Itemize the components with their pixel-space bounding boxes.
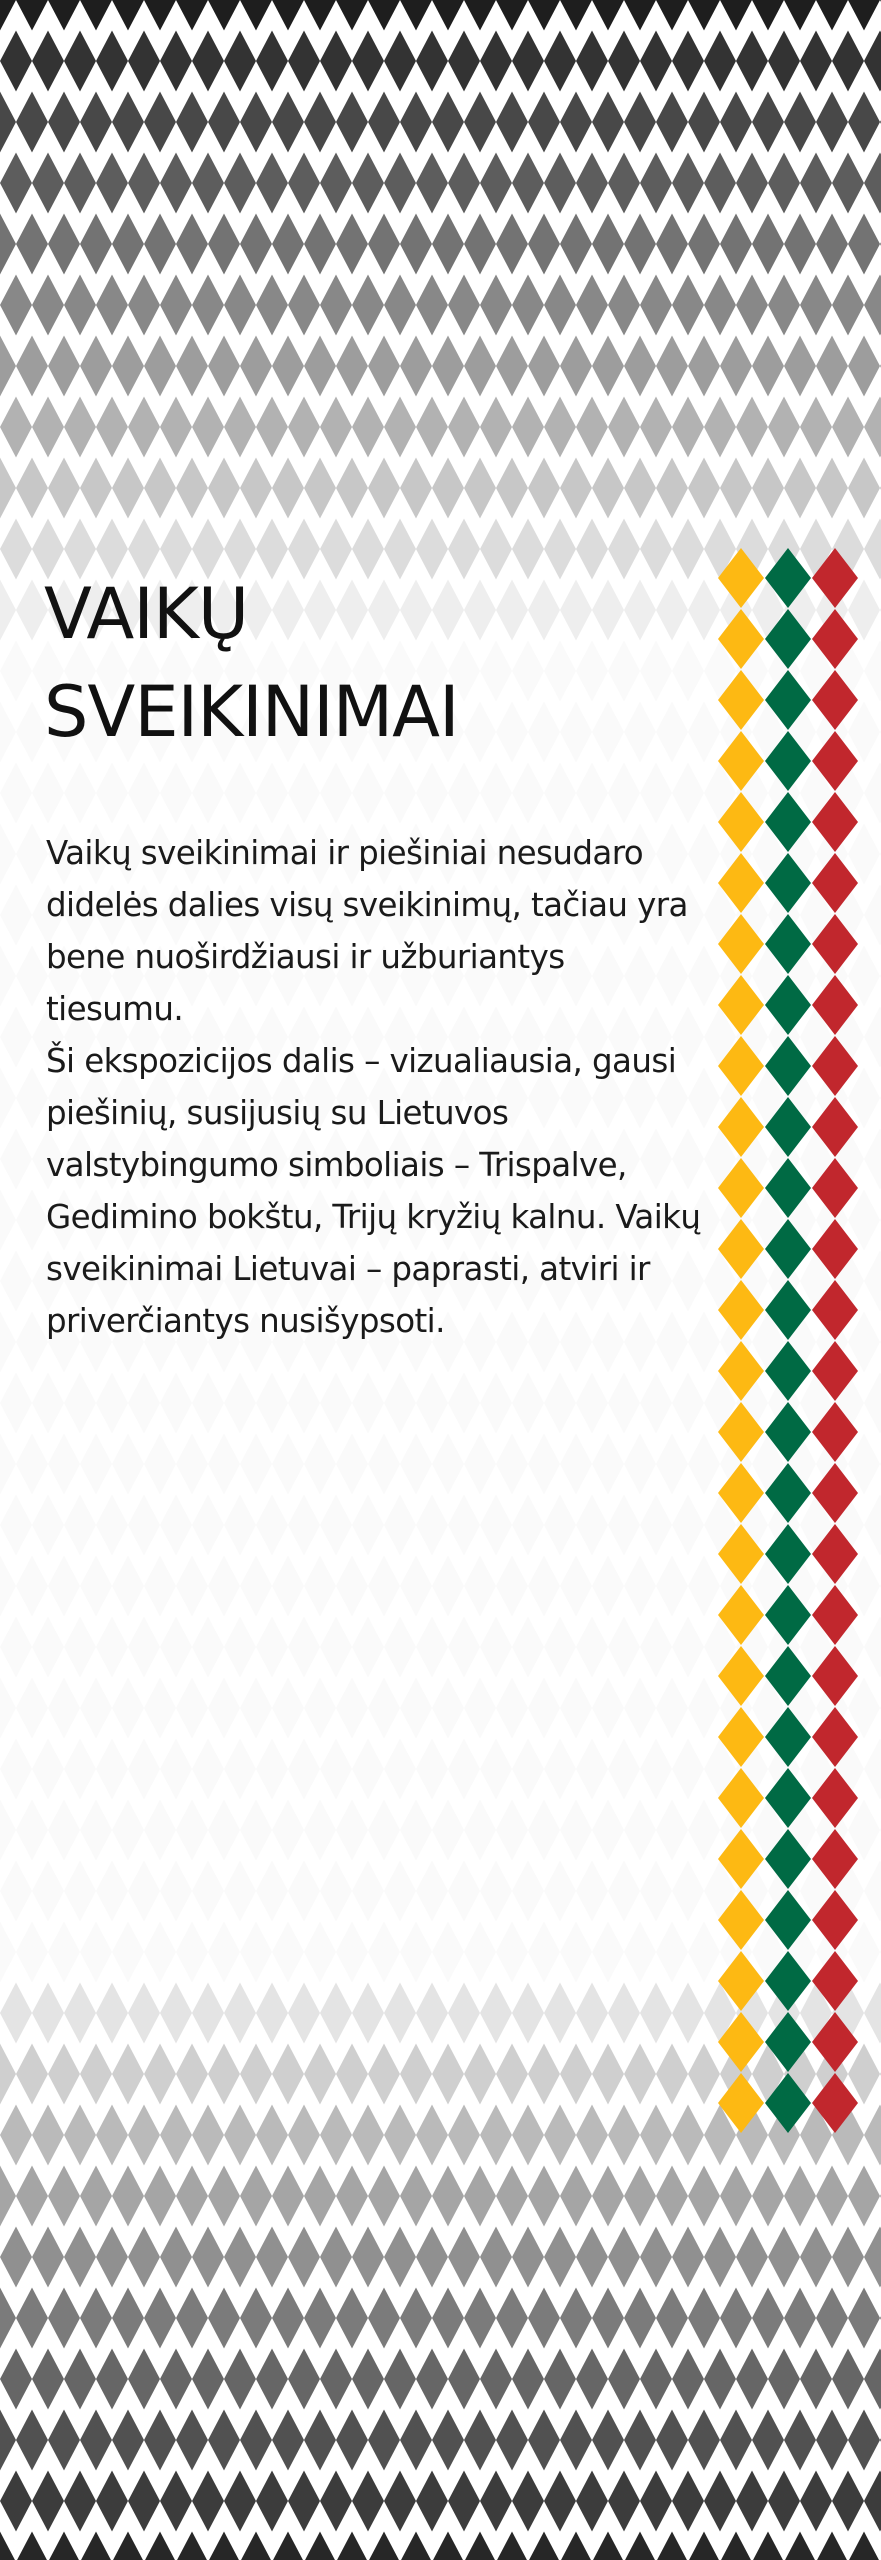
flag-diamond — [812, 609, 858, 669]
description-line: Vaikų sveikinimai ir piešiniai nesudaro — [46, 834, 644, 872]
flag-diamond — [765, 975, 811, 1035]
flag-diamond — [812, 1646, 858, 1706]
description-line: bene nuoširdžiausi ir užburiantys — [46, 938, 565, 976]
flag-diamond — [812, 2073, 858, 2133]
flag-diamond — [812, 1463, 858, 1523]
flag-diamond — [765, 2012, 811, 2072]
flag-diamond — [718, 1951, 764, 2011]
flag-diamond — [812, 1524, 858, 1584]
flag-diamond — [718, 1158, 764, 1218]
flag-diamond — [765, 1463, 811, 1523]
flag-diamond — [765, 1524, 811, 1584]
flag-diamond — [718, 609, 764, 669]
flag-diamond — [765, 1341, 811, 1401]
flag-diamond — [718, 2012, 764, 2072]
flag-diamond — [765, 1280, 811, 1340]
flag-diamond — [765, 548, 811, 608]
flag-diamond — [718, 975, 764, 1035]
description-line: piešinių, susijusių su Lietuvos — [46, 1094, 509, 1132]
flag-diamond — [765, 853, 811, 913]
flag-diamond — [718, 2073, 764, 2133]
flag-diamond — [812, 1097, 858, 1157]
flag-diamond — [765, 1951, 811, 2011]
flag-diamond — [765, 914, 811, 974]
flag-diamond — [718, 1707, 764, 1767]
flag-diamond — [765, 1646, 811, 1706]
flag-diamond — [718, 1829, 764, 1889]
title-line-1: VAIKŲ — [44, 573, 249, 655]
flag-diamond — [812, 1768, 858, 1828]
flag-diamond — [718, 853, 764, 913]
description-line: tiesumu. — [46, 990, 184, 1028]
flag-diamond — [765, 1402, 811, 1462]
flag-diamond — [765, 609, 811, 669]
flag-diamond — [812, 792, 858, 852]
flag-diamond — [765, 2073, 811, 2133]
flag-diamond — [718, 1402, 764, 1462]
description-line: valstybingumo simboliais – Trispalve, — [46, 1146, 627, 1184]
flag-diamond — [718, 1890, 764, 1950]
flag-diamond — [812, 1280, 858, 1340]
flag-diamond — [718, 1219, 764, 1279]
flag-diamond — [812, 975, 858, 1035]
flag-diamond — [718, 548, 764, 608]
flag-diamond — [765, 1707, 811, 1767]
flag-diamond — [765, 670, 811, 730]
description-line: didelės dalies visų sveikinimų, tačiau yra — [46, 886, 688, 924]
flag-diamond — [812, 1341, 858, 1401]
title-line-2: SVEIKINIMAI — [44, 671, 459, 753]
flag-diamond — [812, 1402, 858, 1462]
flag-diamond — [812, 1219, 858, 1279]
flag-diamond — [718, 1097, 764, 1157]
flag-diamond — [718, 1463, 764, 1523]
flag-diamond — [765, 792, 811, 852]
flag-diamond — [812, 2012, 858, 2072]
description-line: sveikinimai Lietuvai – paprasti, atviri ir — [46, 1250, 650, 1288]
flag-diamond — [765, 1097, 811, 1157]
flag-diamond — [718, 1585, 764, 1645]
flag-diamond — [765, 731, 811, 791]
description-text — [46, 827, 701, 1347]
page-title — [44, 565, 459, 761]
description-line: Ši ekspozicijos dalis – vizualiausia, gausi — [46, 1042, 677, 1080]
flag-diamond — [765, 1890, 811, 1950]
flag-diamond — [718, 1036, 764, 1096]
flag-diamond — [765, 1585, 811, 1645]
description-line: Gedimino bokštu, Trijų kryžių kalnu. Vaikų — [46, 1198, 701, 1236]
flag-diamond — [812, 731, 858, 791]
flag-diamond — [812, 1951, 858, 2011]
flag-diamond — [812, 670, 858, 730]
flag-diamond — [812, 1829, 858, 1889]
flag-diamond — [765, 1829, 811, 1889]
flag-diamond — [812, 1036, 858, 1096]
flag-diamond — [718, 914, 764, 974]
flag-diamond — [812, 853, 858, 913]
flag-diamond — [718, 1768, 764, 1828]
flag-diamond — [812, 548, 858, 608]
flag-diamond — [718, 1280, 764, 1340]
flag-diamond — [718, 1646, 764, 1706]
flag-diamond — [765, 1219, 811, 1279]
flag-diamond — [718, 731, 764, 791]
flag-diamond — [718, 1341, 764, 1401]
flag-diamond — [765, 1158, 811, 1218]
description-line: priverčiantys nusišypsoti. — [46, 1302, 445, 1340]
flag-diamond — [718, 792, 764, 852]
flag-diamond — [812, 914, 858, 974]
flag-diamond — [812, 1585, 858, 1645]
flag-diamond — [765, 1768, 811, 1828]
flag-diamond — [765, 1036, 811, 1096]
flag-diamond — [718, 670, 764, 730]
flag-diamond — [812, 1890, 858, 1950]
flag-diamond — [812, 1158, 858, 1218]
flag-diamond — [718, 1524, 764, 1584]
flag-diamond — [812, 1707, 858, 1767]
